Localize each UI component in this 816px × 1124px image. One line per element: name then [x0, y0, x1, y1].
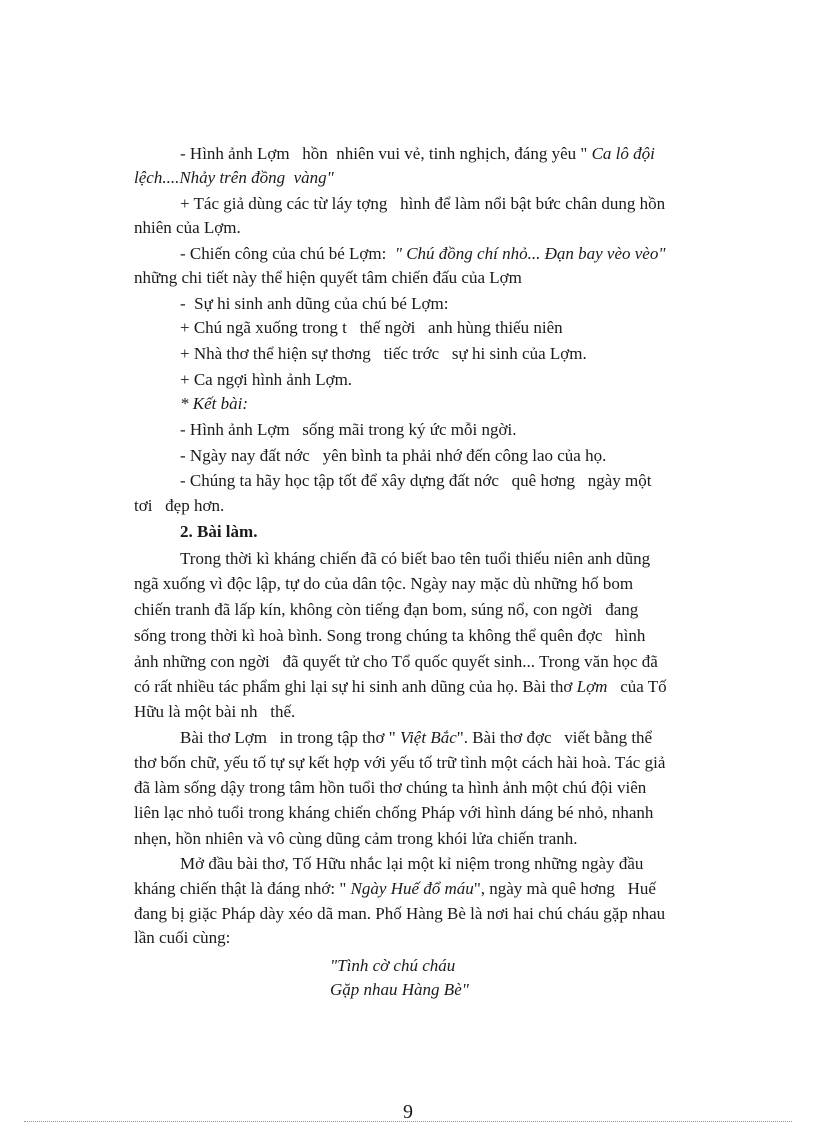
text-span: chiến tranh đã lấp kín, không còn tiếng đạn bom, súng nổ, con ngời đang: [134, 600, 639, 619]
text-line: [0, 392, 816, 416]
text-span: Mở đầu bài thơ, Tố Hữu nhắc lại một kỉ niệm trong những ngày đầu: [180, 854, 644, 873]
text-line: [0, 675, 816, 699]
text-span: + Ca ngợi hình ảnh Lợm.: [180, 370, 353, 389]
text-line: [0, 242, 816, 266]
text-span: - Hình ảnh Lợm sống mãi trong ký ức mỗi ngời.: [180, 420, 517, 439]
text-span: 2. Bài làm.: [180, 522, 258, 541]
text-span: ", ngày mà quê hơng Huế: [473, 879, 656, 898]
text-line: [0, 520, 816, 544]
text-line: [0, 342, 816, 366]
text-line: [0, 650, 816, 674]
text-span: đã làm sống dậy trong tâm hồn tuổi thơ chúng ta hình ảnh một chú đội viên: [134, 778, 647, 797]
text-line: [0, 827, 816, 851]
text-line: [0, 624, 816, 648]
text-span: + Nhà thơ thể hiện sự thơng tiếc trớc sự hi sinh của Lợm.: [180, 344, 587, 363]
text-span: - Sự hi sinh anh dũng của chú bé Lợm:: [180, 294, 449, 313]
text-span: thơ bốn chữ, yếu tố tự sự kết hợp với yếu tố trữ tình một cách hài hoà. Tác giả: [134, 753, 666, 772]
text-span: - Chúng ta hãy học tập tốt để xây dựng đất nớc quê hơng ngày một: [180, 471, 652, 490]
text-span: - Hình ảnh Lợm hồn nhiên vui vẻ, tinh nghịch, đáng yêu ": [180, 144, 592, 163]
text-span: Việt Bắc: [399, 728, 457, 747]
text-line: [0, 751, 816, 775]
text-span: ảnh những con ngời đã quyết tử cho Tổ quốc quyết sinh... Trong văn học đã: [134, 652, 658, 671]
text-line: [0, 598, 816, 622]
text-line: [0, 142, 816, 166]
text-span: đang bị giặc Pháp dày xéo dã man. Phố Hàng Bè là nơi hai chú cháu gặp nhau: [134, 904, 666, 923]
text-span: Trong thời kì kháng chiến đã có biết bao tên tuổi thiếu niên anh dũng: [180, 549, 651, 568]
text-line: [0, 418, 816, 442]
text-span: nhiên của Lợm.: [134, 218, 241, 237]
footer-divider: [24, 1121, 792, 1122]
text-line: [0, 547, 816, 571]
text-line: [0, 776, 816, 800]
text-span: Gặp nhau Hàng Bè": [330, 980, 469, 999]
text-line: [0, 166, 816, 190]
text-line: [0, 852, 816, 876]
text-span: lần cuối cùng:: [134, 928, 231, 947]
text-line: [0, 316, 816, 340]
text-span: Ca lô đội: [591, 144, 655, 163]
text-span: + Chú ngã xuống trong t thế ngời anh hùng thiếu niên: [180, 318, 563, 337]
text-span: - Chiến công của chú bé Lợm:: [180, 244, 395, 263]
text-span: ngã xuống vì độc lập, tự do của dân tộc. Ngày nay mặc dù những hố bom: [134, 574, 634, 593]
text-line: [0, 926, 816, 950]
text-line: [0, 978, 816, 1002]
text-span: Hữu là một bài nh thế.: [134, 702, 296, 721]
text-span: lệch....Nhảy trên đồng vàng": [134, 168, 334, 187]
text-span: - Ngày nay đất nớc yên bình ta phải nhớ đến công lao của họ.: [180, 446, 607, 465]
text-span: những chi tiết này thể hiện quyết tâm chiến đấu của Lợm: [134, 268, 522, 287]
text-span: nhẹn, hồn nhiên và vô cùng dũng cảm trong khói lửa chiến tranh.: [134, 829, 578, 848]
text-span: + Tác giả dùng các từ láy tợng hình để làm nổi bật bức chân dung hồn: [180, 194, 666, 213]
text-span: Bài thơ Lợm in trong tập thơ ": [180, 728, 400, 747]
text-span: kháng chiến thật là đáng nhớ: ": [134, 879, 351, 898]
text-span: tơi đẹp hơn.: [134, 496, 225, 515]
text-line: [0, 469, 816, 493]
text-line: [0, 444, 816, 468]
text-line: [0, 216, 816, 240]
text-span: " Chú đồng chí nhỏ... Đạn bay vèo vèo": [394, 244, 666, 263]
text-line: [0, 902, 816, 926]
text-line: [0, 494, 816, 518]
text-line: [0, 368, 816, 392]
text-line: [0, 801, 816, 825]
text-span: sống trong thời kì hoà bình. Song trong chúng ta không thể quên đợc hình: [134, 626, 646, 645]
text-line: [0, 572, 816, 596]
text-line: [0, 954, 816, 978]
text-line: [0, 700, 816, 724]
text-line: [0, 726, 816, 750]
text-span: * Kết bài:: [180, 394, 248, 413]
text-span: liên lạc nhỏ tuổi trong kháng chiến chống Pháp với hình dáng bé nhỏ, nhanh: [134, 803, 654, 822]
text-span: có rất nhiều tác phẩm ghi lại sự hi sinh anh dũng của họ. Bài thơ: [134, 677, 577, 696]
text-span: của Tố: [607, 677, 667, 696]
text-line: [0, 192, 816, 216]
text-span: Ngày Huế đổ máu: [350, 879, 474, 898]
text-span: ". Bài thơ đợc viết bằng thể: [456, 728, 653, 747]
text-span: Lợm: [576, 677, 608, 696]
text-line: [0, 292, 816, 316]
page-number: 9: [403, 1101, 413, 1123]
text-line: [0, 266, 816, 290]
text-span: "Tình cờ chú cháu: [330, 956, 456, 975]
text-line: [0, 877, 816, 901]
